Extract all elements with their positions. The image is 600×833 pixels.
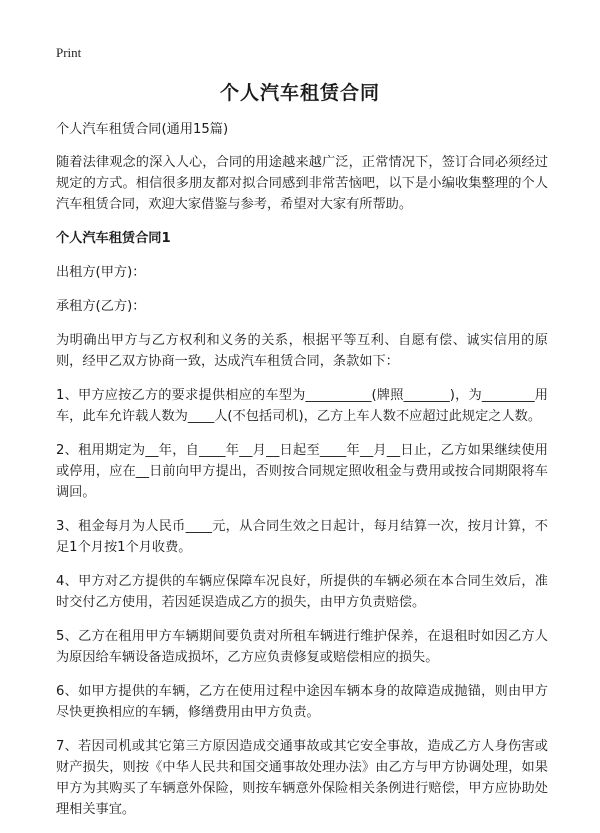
print-link[interactable]: Print [56,45,82,60]
lessor-line: 出租方(甲方)： [56,265,146,280]
document-body [56,119,548,833]
clause-7: 7、若因司机或其它第三方原因造成交通事故或其它安全事故，造成乙方人身伤害或财产损失，则按《中华人民共和国交通事故处理办法》由乙方与甲方协调处理，如果甲方为其购买了车辆意外保险，则按车辆意外保险相关条例进行赔偿，甲方应协助处理相关事宜。 [56,739,548,817]
section-title: 个人汽车租赁合同1 [56,231,171,246]
clause-6: 6、如甲方提供的车辆，乙方在使用过程中途因车辆本身的故障造成抛锚，则由甲方尽快更换相应的车辆，修缮费用由甲方负责。 [56,684,548,720]
clause-3: 3、租金每月为人民币____元，从合同生效之日起计，每月结算一次，按月计算，不足1个月按1个月收费。 [56,519,548,555]
document-title: 个人汽车租赁合同 [219,82,380,104]
document-subtitle: 个人汽车租赁合同(通用15篇) [56,122,229,137]
clause-4: 4、甲方对乙方提供的车辆应保障车况良好，所提供的车辆必须在本合同生效后，准时交付乙方使用，若因延误造成乙方的损失，由甲方负责赔偿。 [56,574,548,610]
intro-paragraph: 随着法律观念的深入人心，合同的用途越来越广泛，正常情况下，签订合同必须经过规定的方式。相信很多朋友都对拟合同感到非常苦恼吧，以下是小编收集整理的个人汽车租赁合同，欢迎大家借鉴与参考，希望对大家有所帮助。 [56,155,548,212]
clause-2: 2、租用期定为__年，自____年__月__日起至____年__月__日止，乙方如果继续使用或停用，应在__日前向甲方提出，否则按合同规定照收租金与费用或按合同期限将车调回。 [56,443,548,500]
preamble-paragraph: 为明确出甲方与乙方权利和义务的关系，根据平等互利、自愿有偿、诚实信用的原则，经甲乙双方协商一致，达成汽车租赁合同，条款如下： [56,333,548,369]
clause-1: 1、甲方应按乙方的要求提供相应的车型为__________(牌照_______)，为________用车，此车允许载人数为____人(不包括司机)，乙方上车人数不应超过此规定之人数。 [56,388,548,424]
clause-5: 5、乙方在租用甲方车辆期间要负责对所租车辆进行维护保养，在退租时如因乙方人为原因给车辆设备造成损坏，乙方应负责修复或赔偿相应的损失。 [56,629,548,665]
lessee-line: 承租方(乙方)： [56,299,146,314]
